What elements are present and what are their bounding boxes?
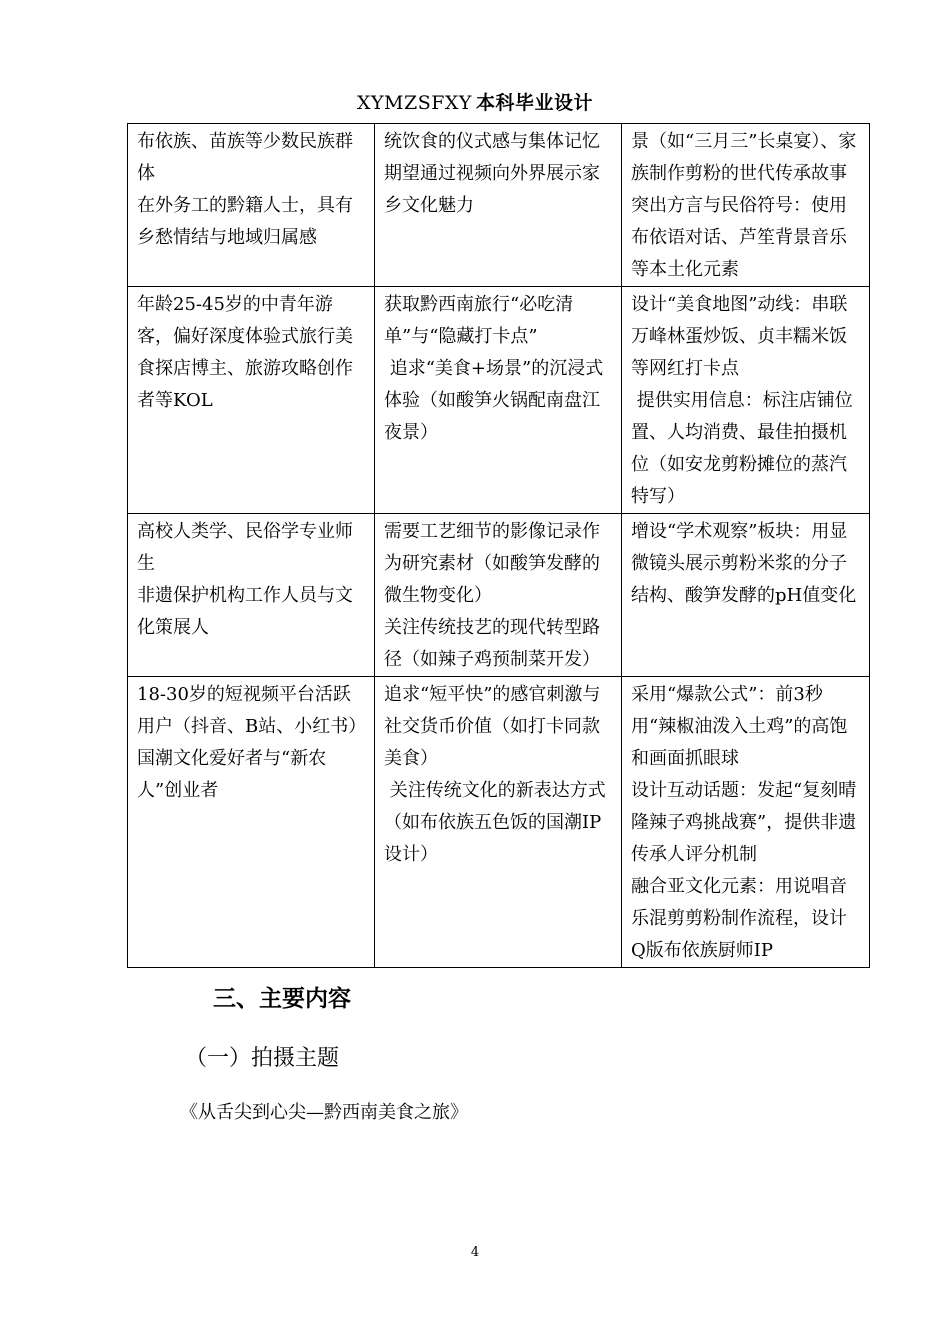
cell-text: 非遗保护机构工作人员与文化策展人: [137, 585, 353, 638]
cell-text: 提供实用信息：标注店铺位置、人均消费、最佳拍摄机位（如安龙剪粉摊位的蒸汽特写）: [631, 390, 853, 507]
table-row: [128, 287, 870, 514]
cell-text: 需要工艺细节的影像记录作为研究素材（如酸笋发酵的微生物变化）: [384, 521, 600, 606]
table-cell-strategy: [622, 124, 870, 287]
cell-text: 布依族、苗族等少数民族群体: [137, 131, 353, 184]
shooting-topic: 《从舌尖到心尖—黔西南美食之旅》: [180, 1102, 468, 1123]
audience-table: [127, 123, 870, 968]
page-number: 4: [470, 1245, 480, 1260]
cell-text: 18-30岁的短视频平台活跃用户（抖音、B站、小红书）: [137, 684, 367, 737]
cell-text: 统饮食的仪式感与集体记忆期望通过视频向外界展示家乡文化魅力: [384, 131, 600, 216]
cell-text: 追求“美食+场景”的沉浸式体验（如酸笋火锅配南盘江夜景）: [384, 358, 604, 443]
section-title: 三、主要内容: [213, 986, 351, 1012]
table-cell-audience: [128, 124, 375, 287]
table-cell-audience: [128, 514, 375, 677]
table-cell-need: [375, 677, 622, 968]
table-cell-strategy: [622, 677, 870, 968]
cell-text: 获取黔西南旅行“必吃清单”与“隐藏打卡点”: [384, 294, 574, 347]
cell-text: 年龄25-45岁的中青年游客，偏好深度体验式旅行美食探店博主、旅游攻略创作者等KOL: [137, 294, 353, 411]
cell-text: 增设“学术观察”板块：用显微镜头展示剪粉米浆的分子结构、酸笋发酵的pH值变化: [631, 521, 857, 606]
cell-text: 在外务工的黔籍人士，具有乡愁情结与地域归属感: [137, 195, 353, 248]
table-cell-strategy: [622, 514, 870, 677]
table-cell-strategy: [622, 287, 870, 514]
table-cell-need: [375, 514, 622, 677]
table-row: [128, 677, 870, 968]
page-header: [0, 90, 950, 116]
cell-text: 关注传统技艺的现代转型路径（如辣子鸡预制菜开发）: [384, 617, 600, 670]
cell-text: 关注传统文化的新表达方式（如布依族五色饭的国潮IP设计）: [384, 780, 606, 865]
table-row: [128, 514, 870, 677]
cell-text: 设计互动话题：发起“复刻晴隆辣子鸡挑战赛”，提供非遗传承人评分机制: [631, 780, 857, 865]
table-cell-audience: [128, 287, 375, 514]
table-cell-audience: [128, 677, 375, 968]
cell-text: 高校人类学、民俗学专业师生: [137, 521, 353, 574]
table-cell-need: [375, 287, 622, 514]
cell-text: 景（如“三月三”长桌宴）、家族制作剪粉的世代传承故事 突出方言与民俗符号：使用布依语对话、芦笙背景音乐等本土化元素: [631, 131, 865, 280]
cell-text: 追求“短平快”的感官刺激与社交货币价值（如打卡同款美食）: [384, 684, 601, 769]
header-code: XYMZSFXY: [356, 92, 472, 114]
table-row: [128, 124, 870, 287]
table-cell-need: [375, 124, 622, 287]
section-subtitle: （一）拍摄主题: [185, 1046, 340, 1071]
cell-text: 国潮文化爱好者与“新农人”创业者: [137, 748, 327, 801]
cell-text: 采用“爆款公式”：前3秒用“辣椒油泼入土鸡”的高饱和画面抓眼球: [631, 684, 848, 769]
header-title: 本科毕业设计: [475, 92, 593, 114]
cell-text: 融合亚文化元素：用说唱音乐混剪剪粉制作流程，设计Q版布依族厨师IP: [631, 876, 847, 961]
cell-text: 设计“美食地图”动线：串联万峰林蛋炒饭、贞丰糯米饭等网红打卡点: [631, 294, 848, 379]
